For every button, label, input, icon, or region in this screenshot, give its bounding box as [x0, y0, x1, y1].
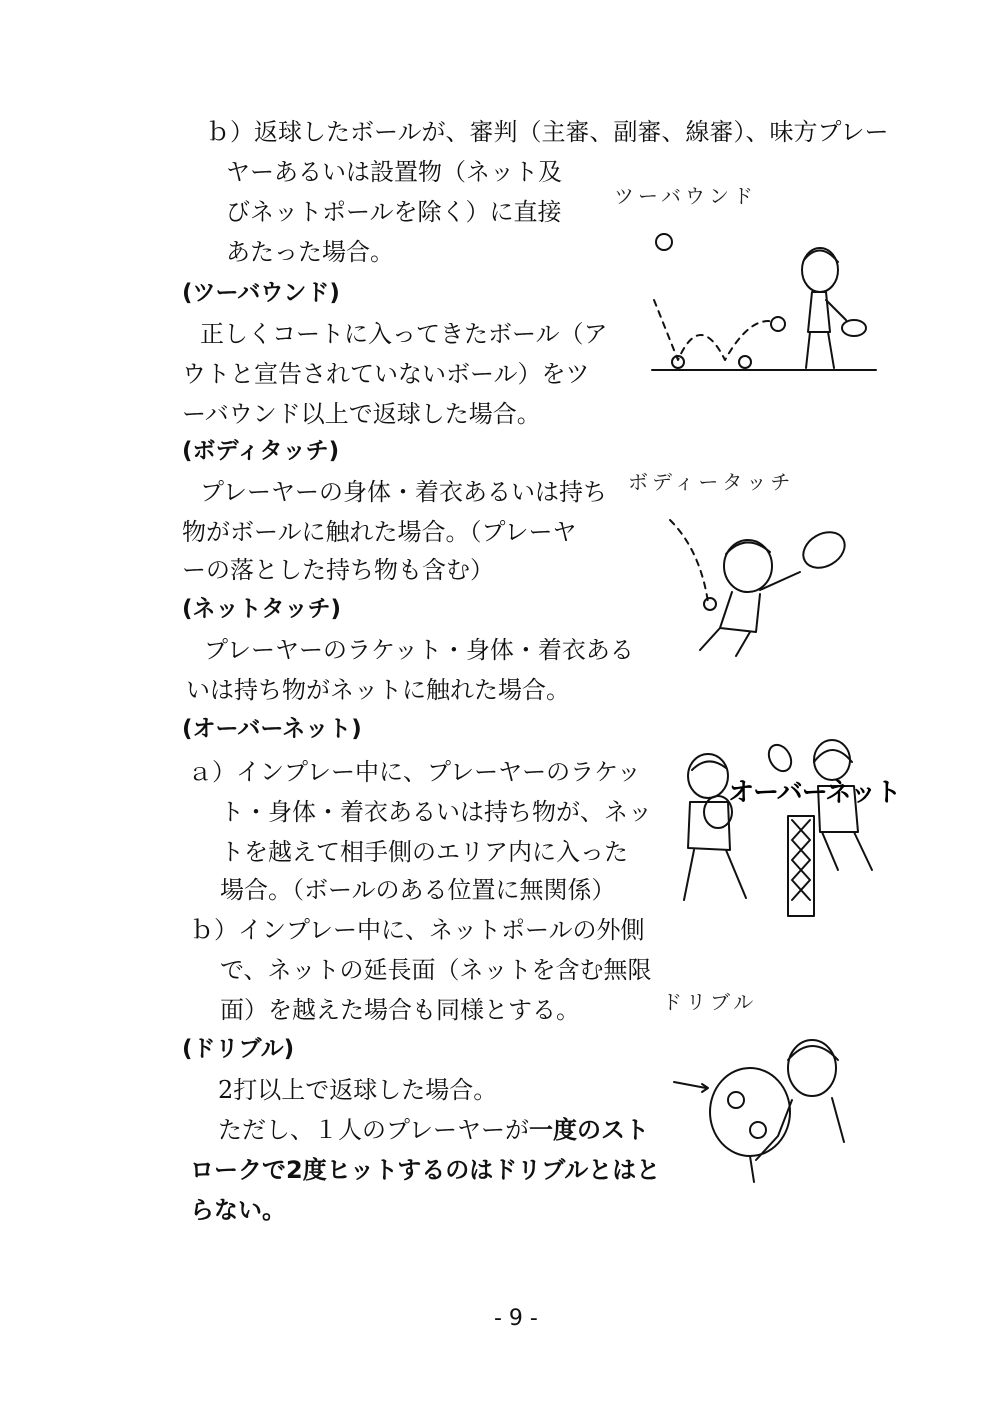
two-bound-illustration	[640, 220, 890, 380]
dribble-line4: らない。	[190, 1196, 286, 1224]
over-net-b-line2: で、ネットの延長面（ネットを含む無限	[220, 956, 652, 984]
over-net-illustration	[668, 740, 888, 920]
over-net-a-line1: インプレー中に、プレーヤーのラケッ	[236, 758, 641, 786]
body-touch-line3: ーの落とした持ち物も含む）	[182, 556, 494, 584]
net-touch-line2: いは持ち物がネットに触れた場合。	[186, 676, 570, 704]
dribble-line2-bold: 一度のスト	[529, 1116, 650, 1144]
over-net-a-line3: トを越えて相手側のエリア内に入った	[220, 838, 628, 866]
two-bound-heading: (ツーバウンド)	[182, 280, 340, 306]
over-net-a-marker: ａ）	[188, 758, 236, 786]
body-touch-line1: プレーヤーの身体・着衣あるいは持ち	[200, 478, 608, 506]
dribble-line2-normal: ただし、１人のプレーヤーが	[218, 1116, 530, 1144]
two-bound-caption: ツーバウンド	[614, 184, 757, 208]
over-net-b-line3: 面）を越えた場合も同様とする。	[220, 996, 580, 1024]
over-net-caption: オーバーネット	[728, 778, 901, 808]
over-net-a-line4: 場合。（ボールのある位置に無関係）	[220, 876, 616, 904]
dribble-line1: 2打以上で返球した場合。	[218, 1076, 498, 1104]
over-net-b-line1: インプレー中に、ネットポールの外側	[238, 916, 645, 944]
two-bound-line3: ーバウンド以上で返球した場合。	[182, 400, 541, 428]
body-touch-illustration	[660, 510, 860, 670]
section-b-line3: びネットポールを除く）に直接	[226, 198, 562, 226]
over-net-b-marker: ｂ）	[190, 916, 238, 944]
dribble-caption: ドリブル	[662, 990, 758, 1014]
section-b-line1: ｂ）返球したボールが、審判（主審、副審、線審）、味方プレー	[206, 118, 889, 146]
two-bound-line1: 正しくコートに入ってきたボール（ア	[200, 320, 608, 348]
net-touch-line1: プレーヤーのラケット・身体・着衣ある	[204, 636, 634, 664]
page-number: - 9 -	[494, 1306, 538, 1331]
net-touch-heading: (ネットタッチ)	[182, 596, 342, 622]
dribble-illustration	[672, 1030, 862, 1190]
body-touch-line2: 物がボールに触れた場合。（プレーヤ	[182, 518, 577, 546]
section-b-line4: あたった場合。	[226, 238, 394, 266]
dribble-heading: (ドリブル)	[182, 1036, 295, 1062]
section-b-line2: ヤーあるいは設置物（ネット及	[226, 158, 562, 186]
over-net-a-line2: ト・身体・着衣あるいは持ち物が、ネッ	[220, 798, 652, 826]
two-bound-line2: ウトと宣告されていないボール）をツ	[182, 360, 590, 388]
dribble-line2	[218, 1118, 649, 1142]
dribble-line3: ロークで2度ヒットするのはドリブルとはと	[190, 1156, 661, 1184]
body-touch-heading: (ボディタッチ)	[182, 438, 340, 464]
over-net-heading: (オーバーネット)	[182, 716, 362, 742]
body-touch-caption: ボディータッチ	[628, 470, 795, 494]
